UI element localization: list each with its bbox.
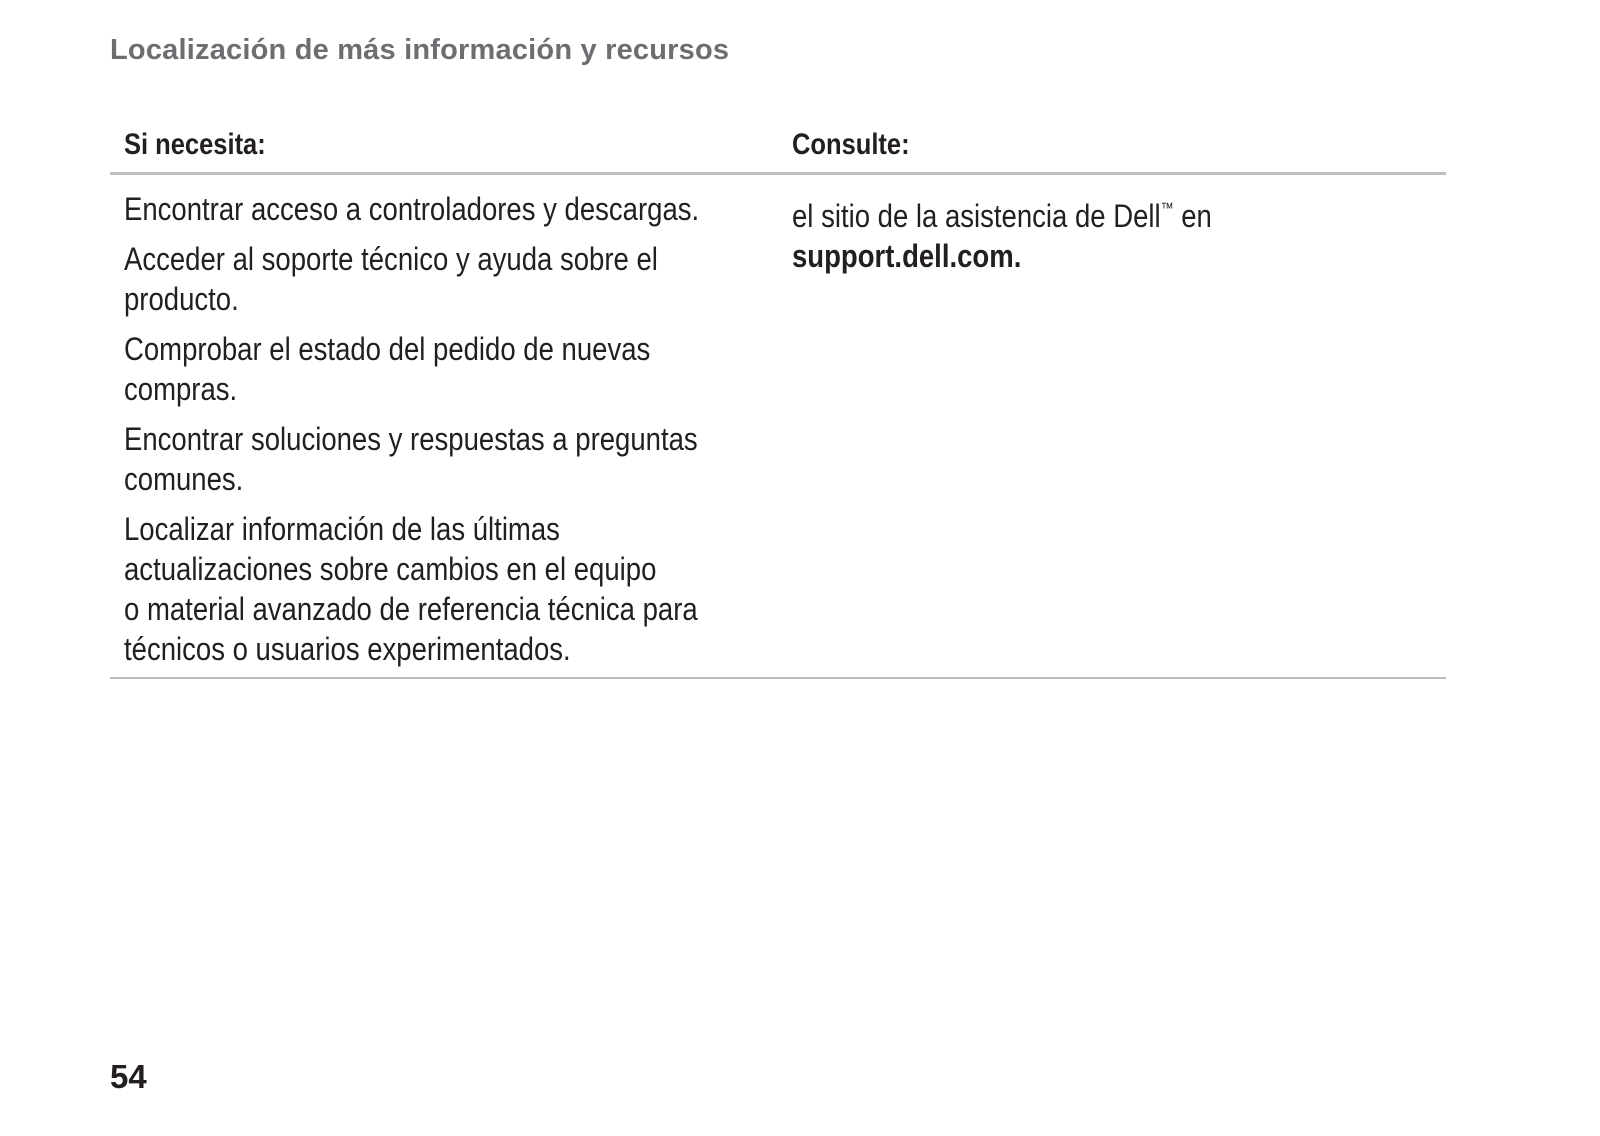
need-item-drivers: Encontrar acceso a controladores y descargas. (124, 191, 700, 227)
info-table (110, 120, 1446, 679)
table-body-row (110, 175, 1446, 679)
need-item-solutions: Encontrar soluciones y respuestas a preguntas comunes. (124, 421, 698, 497)
column-header-need: Si necesita: (124, 128, 266, 161)
page-number: 54 (110, 1058, 147, 1095)
trademark-symbol: ™ (1160, 200, 1174, 217)
column-header-consult: Consulte: (792, 128, 910, 161)
support-link[interactable]: support.dell.com. (792, 238, 1022, 274)
consult-text-suffix: en (1173, 198, 1212, 234)
consult-cell (792, 189, 1360, 276)
need-item-order-status: Comprobar el estado del pedido de nuevas compras. (124, 331, 651, 407)
needs-list (124, 189, 874, 679)
table-header-row (110, 120, 1446, 175)
running-header: Localización de más información y recursos (110, 34, 730, 66)
need-item-updates: Localizar información de las últimas actualizaciones sobre cambios en el equipo o material avanzado de referencia técnica para técnicos o usuarios experimentados. (124, 511, 698, 667)
need-item-support: Acceder al soporte técnico y ayuda sobre el producto. (124, 241, 658, 317)
consult-text: el sitio de la asistencia de Dell (792, 198, 1161, 234)
